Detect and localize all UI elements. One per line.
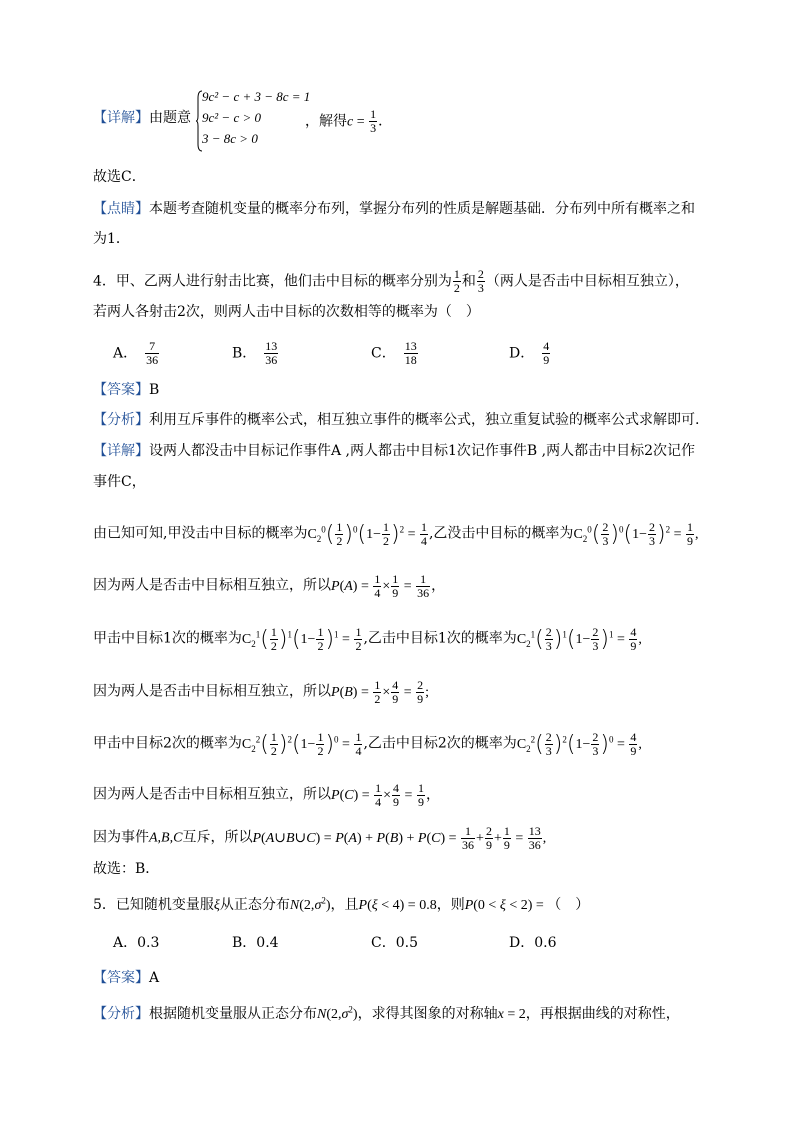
detail-tag: 【详解】: [93, 110, 149, 126]
analysis-tag: 【分析】: [93, 412, 149, 428]
q5-option-a[interactable]: A．0.3: [113, 935, 160, 951]
choose-line: 故选C．: [93, 169, 146, 185]
q4-option-c[interactable]: C． $\frac{13}{18}$: [371, 339, 417, 367]
comment-tag: 【点睛】: [93, 201, 149, 217]
q4-line-miss-prob: 由已知可知,甲没击中目标的概率为$C_2^0$( $\frac{1}{2}$ )$^0$(1− $\frac{1}{2}$ )$^2$ = $\frac{1}{4}$ ,乙没击中目标的概率为$C_2^0$( $\frac{2}{3}$ )$^0$(1− $\frac{2}{3}$ )$^2$ = $\frac{1}{9}$ ,: [93, 520, 699, 548]
q5-option-c[interactable]: C．0.5: [371, 935, 418, 951]
q4-option-d[interactable]: D． $\frac{4}{9}$: [509, 339, 550, 367]
q4-line-pb: 因为两人是否击中目标相互独立，所以P(B) = $\frac{1}{2}$ × $\frac{4}{9}$ = $\frac{2}{9}$ ;: [93, 678, 430, 706]
q5-option-d[interactable]: D．0.6: [509, 935, 557, 951]
detail-line-system: [93, 108, 191, 128]
analysis-tag: 【分析】: [93, 1006, 149, 1022]
q5-stem: 5．已知随机变量服ξ从正态分布$N(2,\sigma^2)$，且P(ξ < 4) = 0.8，则P(0 < ξ < 2) = （ ）: [93, 895, 590, 913]
q4-detail-line-2: 事件C，: [93, 474, 146, 490]
equation-2: 9c² − c > 0: [202, 110, 261, 125]
comment-line-2: 为1．: [93, 231, 130, 247]
answer-tag: 【答案】: [93, 382, 149, 398]
q4-option-a[interactable]: A． $\frac{7}{36}$: [113, 339, 159, 367]
detail-intro: 由题意: [149, 110, 191, 126]
comment-line-1: 【点睛】本题考查随机变量的概率分布列，掌握分布列的性质是解题基础．分布列中所有概率之和: [93, 201, 695, 217]
q4-stem-line-1: 4．甲、乙两人进行射击比赛，他们击中目标的概率分别为 $\frac{1}{2}$ 和 $\frac{2}{3}$ （两人是否击中目标相互独立），: [93, 267, 689, 295]
q5-answer-line: 【答案】A: [93, 970, 160, 986]
q5-analysis-line: 【分析】根据随机变量服从正态分布$N(2,\sigma^2)$，求得其图象的对称轴x = 2，再根据曲线的对称性，: [93, 1004, 680, 1022]
q4-analysis-line: 【分析】利用互斥事件的概率公式，相互独立事件的概率公式，独立重复试验的概率公式求解即可.: [93, 412, 700, 428]
q4-stem-line-2: 若两人各射击2次，则两人击中目标的次数相等的概率为（ ）: [93, 304, 480, 320]
system-result: ，解得c = $\frac{1}{3}$ ．: [305, 107, 393, 135]
q4-detail-line-1: 【详解】设两人都没击中目标记作事件A ,两人都击中目标1次记作事件B ,两人都击中目标2次记作: [93, 443, 696, 459]
q4-line-hit1-prob: 甲击中目标1次的概率为$C_2^1$( $\frac{1}{2}$ )$^1$(1− $\frac{1}{2}$ )$^1$ = $\frac{1}{2}$ ,乙击中目标1次的概率为$C_2^1$( $\frac{2}{3}$ )$^1$(1− $\frac{2}{3}$ )$^1$ = $\frac{4}{9}$ ,: [93, 625, 642, 653]
q4-option-b[interactable]: B． $\frac{13}{36}$: [232, 339, 278, 367]
equation-3: 3 − 8c > 0: [202, 131, 258, 146]
equation-1: 9c² − c + 3 − 8c = 1: [202, 89, 311, 104]
q4-prob-2: $\frac{2}{3}$: [477, 267, 484, 295]
q5-option-b[interactable]: B．0.4: [232, 935, 279, 951]
q4-prob-1: $\frac{1}{2}$: [453, 267, 460, 295]
q4-answer-line: 【答案】B: [93, 382, 160, 398]
answer-tag: 【答案】: [93, 970, 149, 986]
q4-line-total: 因为事件A,B,C互斥，所以P(A∪B∪C) = P(A) + P(B) + P(C) = $\frac{1}{36}$ + $\frac{2}{9}$ + $\frac{1}{9}$ = $\frac{13}{36}$ ,: [93, 824, 547, 852]
result-fraction: $\frac{1}{3}$: [370, 107, 377, 135]
detail-tag: 【详解】: [93, 443, 149, 459]
q4-line-pc: 因为两人是否击中目标相互独立，所以P(C) = $\frac{1}{4}$ × $\frac{4}{9}$ = $\frac{1}{9}$ ，: [93, 781, 440, 809]
q4-line-hit2-prob: 甲击中目标2次的概率为$C_2^2$( $\frac{1}{2}$ )$^2$(1− $\frac{1}{2}$ )$^0$ = $\frac{1}{4}$ ,乙击中目标2次的概率为$C_2^2$( $\frac{2}{3}$ )$^2$(1− $\frac{2}{3}$ )$^0$ = $\frac{4}{9}$ ,: [93, 730, 642, 758]
q4-final-choice: 故选：B．: [93, 861, 160, 877]
q4-line-pa: 因为两人是否击中目标相互独立，所以P(A) = $\frac{1}{4}$ × $\frac{1}{9}$ = $\frac{1}{36}$ ，: [93, 572, 446, 600]
